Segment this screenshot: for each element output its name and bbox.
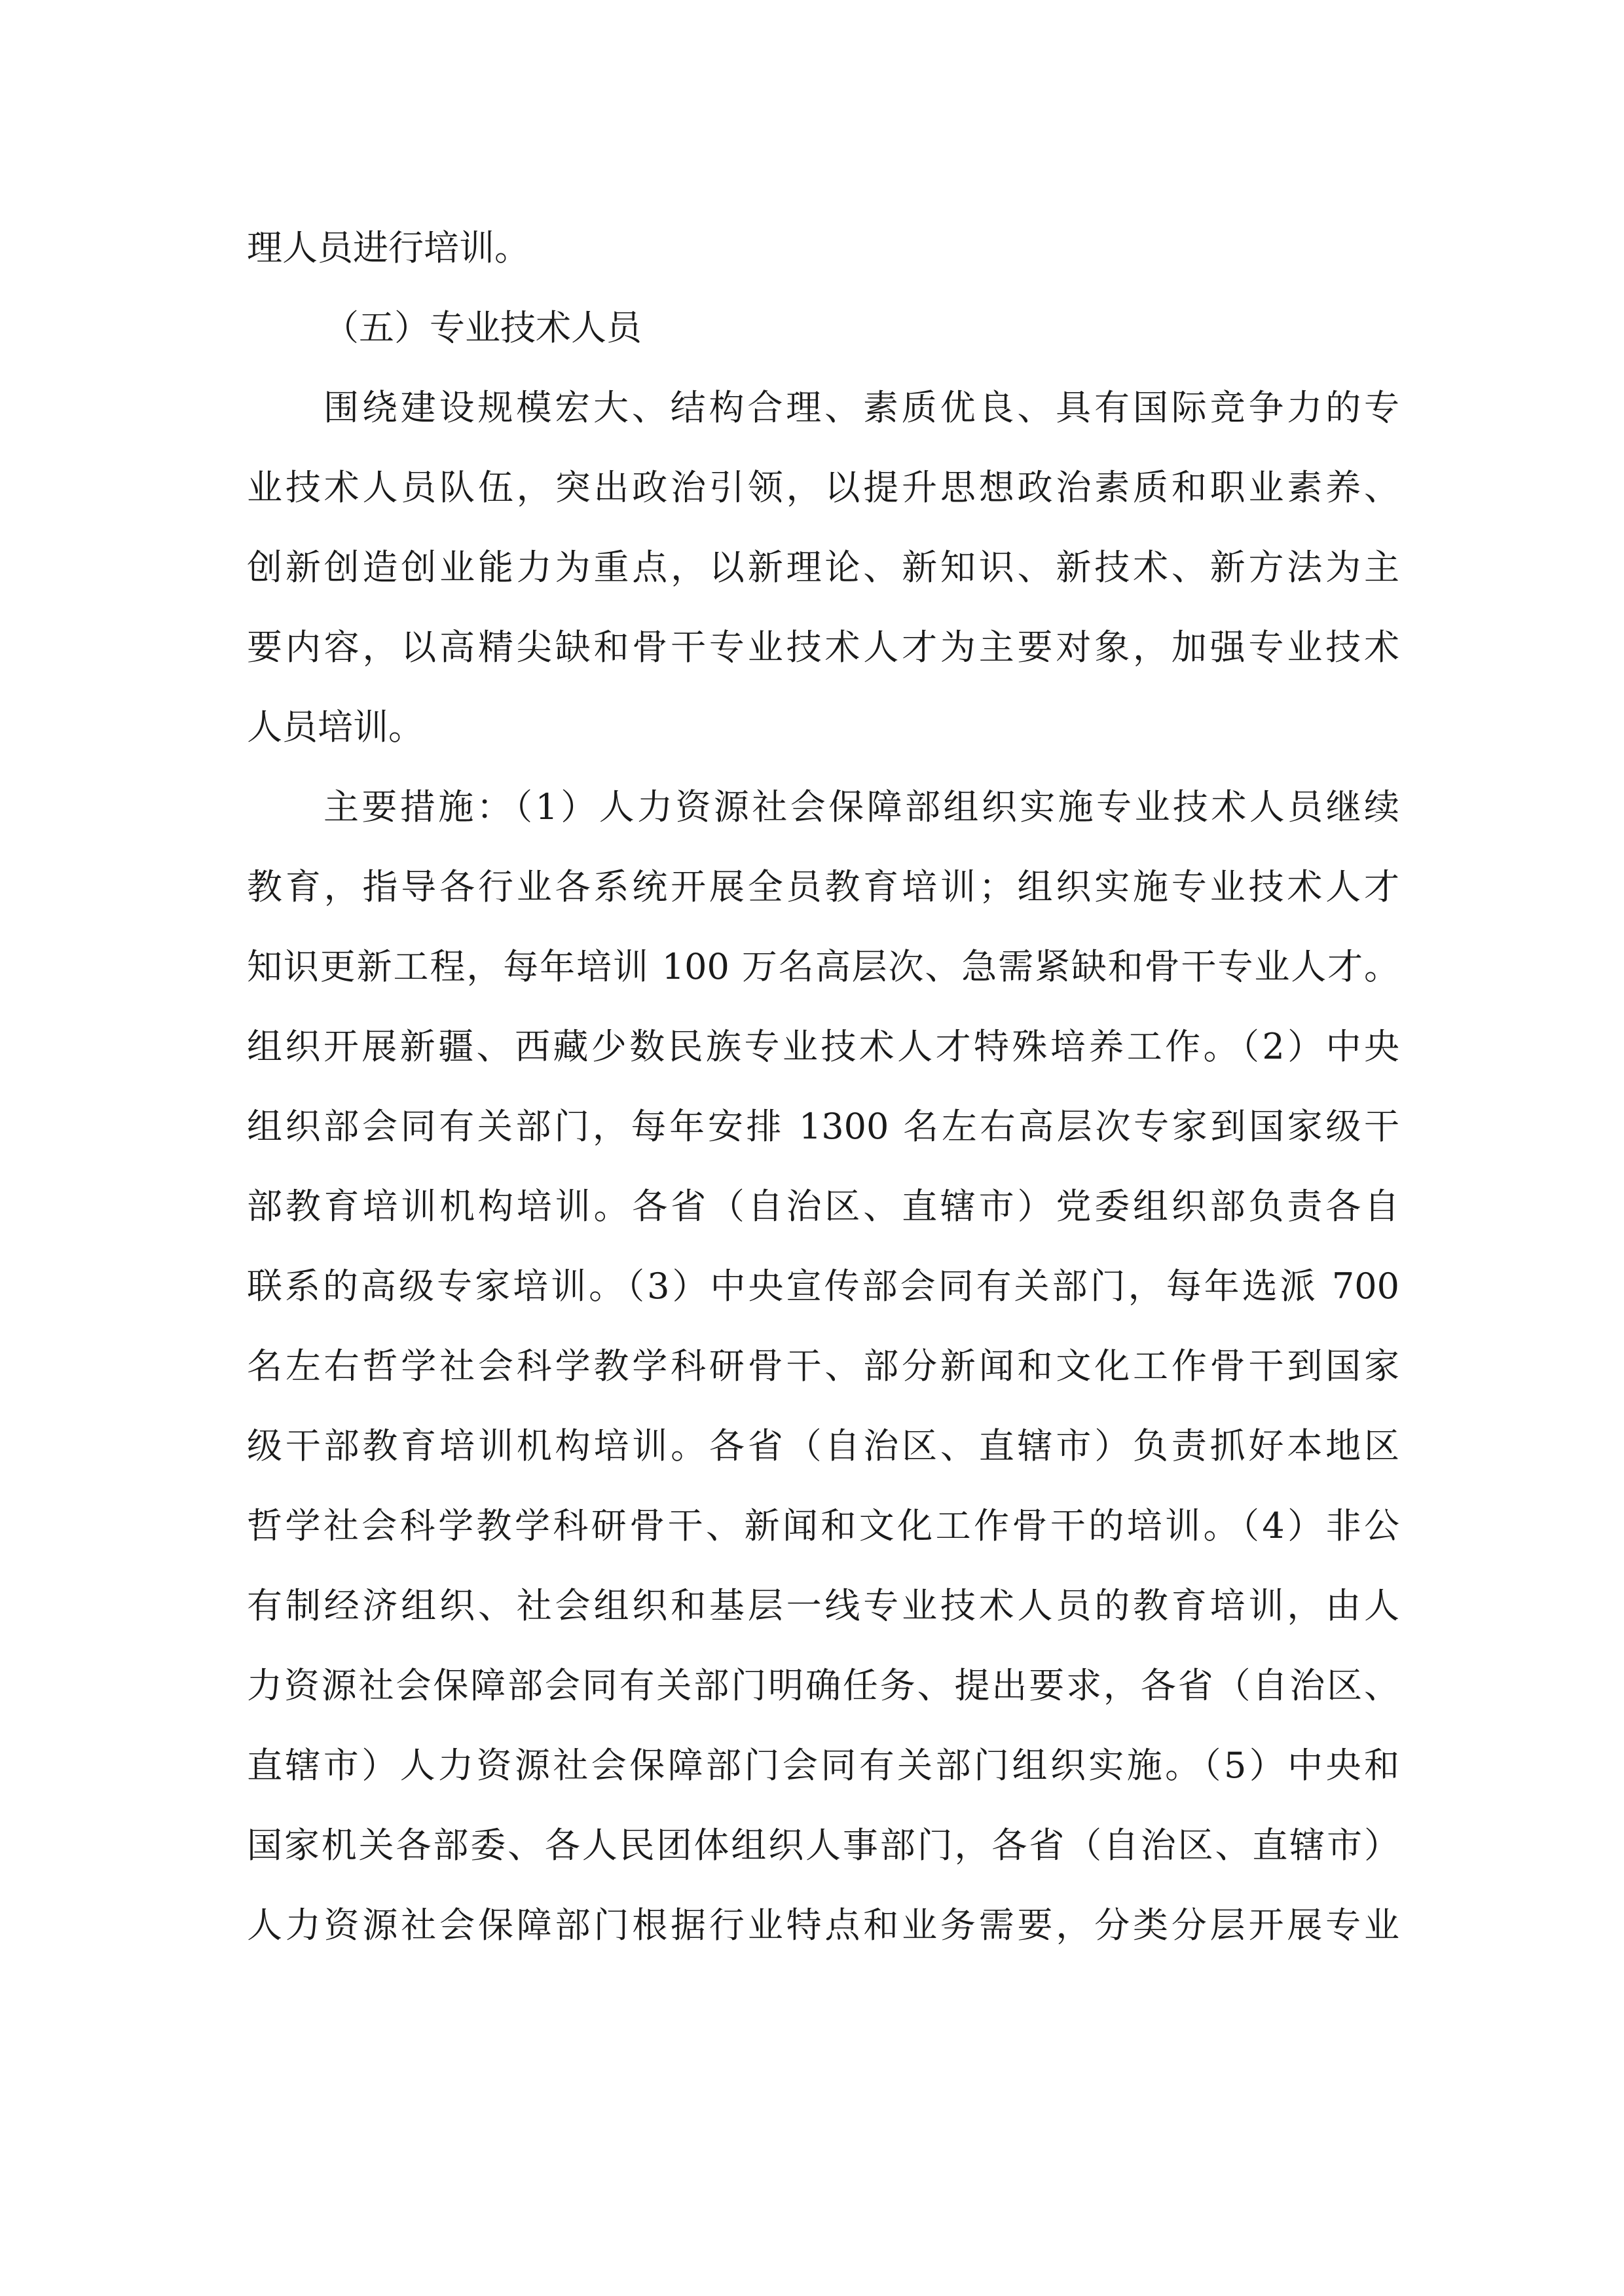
paragraph-line: 直辖市）人力资源社会保障部门会同有关部门组织实施。（5）中央和: [247, 1745, 1399, 1786]
paragraph-line: 人力资源社会保障部门根据行业特点和业务需要，分类分层开展专业: [247, 1904, 1399, 1946]
continuation-line: 理人员进行培训。: [247, 227, 530, 268]
paragraph-line: 业技术人员队伍，突出政治引领，以提升思想政治素质和职业素养、: [247, 467, 1399, 508]
paragraph-line: 国家机关各部委、各人民团体组织人事部门，各省（自治区、直辖市）: [247, 1825, 1399, 1866]
paragraph-line: 主要措施：（1）人力资源社会保障部组织实施专业技术人员继续: [323, 786, 1399, 828]
paragraph-line: 创新创造创业能力为重点，以新理论、新知识、新技术、新方法为主: [247, 547, 1399, 588]
paragraph-line: 有制经济组织、社会组织和基层一线专业技术人员的教育培训，由人: [247, 1585, 1399, 1626]
paragraph-goals: [247, 368, 1399, 767]
paragraph-measures: [247, 767, 1399, 1965]
paragraph-line: 教育，指导各行业各系统开展全员教育培训；组织实施专业技术人才: [247, 866, 1399, 907]
paragraph-line: 知识更新工程，每年培训 100 万名高层次、急需紧缺和骨干专业人才。: [247, 946, 1399, 987]
paragraph-line: 组织部会同有关部门，每年安排 1300 名左右高层次专家到国家级干: [247, 1106, 1399, 1147]
section-heading: （五）专业技术人员: [323, 307, 642, 348]
paragraph-line: 级干部教育培训机构培训。各省（自治区、直辖市）负责抓好本地区: [247, 1425, 1399, 1467]
paragraph-line: 名左右哲学社会科学教学科研骨干、部分新闻和文化工作骨干到国家: [247, 1345, 1399, 1387]
paragraph-line: 人员培训。: [247, 706, 424, 748]
paragraph-line: 组织开展新疆、西藏少数民族专业技术人才特殊培养工作。（2）中央: [247, 1026, 1399, 1067]
paragraph-line: 要内容，以高精尖缺和骨干专业技术人才为主要对象，加强专业技术: [247, 627, 1399, 668]
paragraph-line: 力资源社会保障部会同有关部门明确任务、提出要求，各省（自治区、: [247, 1665, 1399, 1706]
paragraph-line: 围绕建设规模宏大、结构合理、素质优良、具有国际竞争力的专: [323, 387, 1399, 428]
paragraph-line: 哲学社会科学教学科研骨干、新闻和文化工作骨干的培训。（4）非公: [247, 1505, 1399, 1546]
paragraph-line: 联系的高级专家培训。（3）中央宣传部会同有关部门，每年选派 700: [247, 1266, 1399, 1307]
paragraph-line: 部教育培训机构培训。各省（自治区、直辖市）党委组织部负责各自: [247, 1186, 1399, 1227]
body-text: [247, 208, 1399, 1965]
